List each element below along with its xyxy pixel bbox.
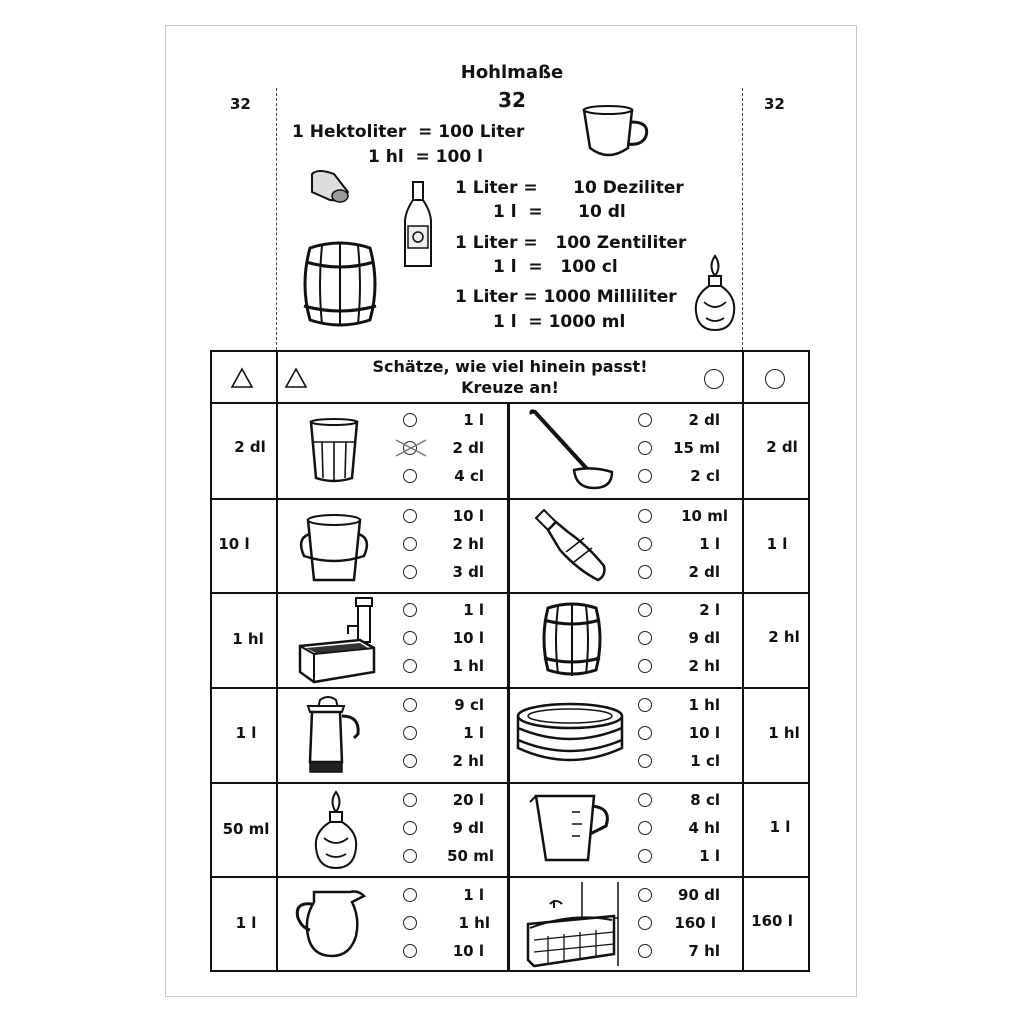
- instruction: [340, 356, 680, 398]
- option-circle[interactable]: [403, 754, 417, 768]
- option-label: 2 hl: [688, 657, 720, 675]
- conversion-zentiliter-short: 1 l = 100 cl: [493, 257, 618, 277]
- answer-left-row-5: 50 ml: [222, 820, 270, 838]
- option-circle[interactable]: [638, 698, 652, 712]
- table-row-divider: [210, 402, 810, 404]
- option-circle[interactable]: [638, 821, 652, 835]
- option-label: 7 hl: [688, 942, 720, 960]
- option-circle[interactable]: [638, 537, 652, 551]
- answer-left-row-1: 2 dl: [234, 438, 266, 456]
- option-label: 4 cl: [454, 467, 484, 485]
- option-circle[interactable]: [403, 603, 417, 617]
- page-title: Hohlmaße: [460, 62, 564, 83]
- option-label: 10 l: [452, 942, 484, 960]
- option-label: 1 l: [463, 724, 484, 742]
- option-circle[interactable]: [638, 509, 652, 523]
- drinking-glass-icon: [308, 418, 360, 484]
- option-circle[interactable]: [403, 888, 417, 902]
- bathtub-icon: [524, 880, 622, 970]
- triangle-symbol-answer: [230, 367, 254, 389]
- conversion-milliliter-long: 1 Liter = 1000 Milliliter: [455, 287, 677, 307]
- option-circle[interactable]: [403, 631, 417, 645]
- answer-left-row-2: 10 l: [218, 535, 250, 553]
- option-label: 1 hl: [458, 914, 490, 932]
- option-label: 50 ml: [447, 847, 494, 865]
- wooden-barrel-icon: [300, 240, 380, 330]
- option-circle[interactable]: [403, 821, 417, 835]
- option-label: 10 l: [452, 629, 484, 647]
- option-circle[interactable]: [403, 726, 417, 740]
- table-center-divider: [507, 402, 510, 972]
- option-label: 1 l: [463, 601, 484, 619]
- option-label: 2 hl: [452, 752, 484, 770]
- option-label: 15 ml: [673, 439, 720, 457]
- water-trough-icon: [296, 596, 378, 686]
- option-label: 4 hl: [688, 819, 720, 837]
- option-label: 8 cl: [690, 791, 720, 809]
- table-row-divider: [210, 498, 810, 500]
- option-label: 2 l: [699, 601, 720, 619]
- option-label: 1 l: [463, 886, 484, 904]
- conversion-hektoliter-short: 1 hl = 100 l: [368, 147, 483, 167]
- option-circle[interactable]: [403, 413, 417, 427]
- option-label: 1 hl: [688, 696, 720, 714]
- option-label: 1 l: [699, 535, 720, 553]
- instruction-line-2: Kreuze an!: [461, 378, 559, 397]
- cut-line-right: [742, 88, 743, 350]
- option-circle[interactable]: [638, 469, 652, 483]
- cup-icon: [580, 104, 656, 164]
- page-number-right: 32: [764, 95, 785, 113]
- option-circle[interactable]: [638, 888, 652, 902]
- answer-left-row-6: 1 l: [235, 914, 257, 932]
- conversion-hektoliter-long: 1 Hektoliter = 100 Liter: [292, 122, 525, 142]
- option-label: 1 l: [463, 411, 484, 429]
- instruction-line-1: Schätze, wie viel hinein passt!: [372, 357, 648, 376]
- option-label: 9 dl: [688, 629, 720, 647]
- option-label: 2 hl: [452, 535, 484, 553]
- option-circle[interactable]: [638, 849, 652, 863]
- conversion-zentiliter-long: 1 Liter = 100 Zentiliter: [455, 233, 687, 253]
- option-circle[interactable]: [403, 659, 417, 673]
- answer-right-row-4: 1 hl: [768, 724, 800, 742]
- answer-right-row-5: 1 l: [769, 818, 791, 836]
- option-label: 1 cl: [690, 752, 720, 770]
- table-row-divider: [210, 782, 810, 784]
- wine-bottle-icon: [402, 180, 434, 270]
- cross-mark-icon: [394, 436, 428, 460]
- table-row-divider: [210, 592, 810, 594]
- option-label: 9 dl: [452, 819, 484, 837]
- option-label: 20 l: [452, 791, 484, 809]
- option-circle[interactable]: [403, 944, 417, 958]
- option-label: 2 dl: [688, 563, 720, 581]
- option-circle[interactable]: [403, 469, 417, 483]
- thermos-jug-icon: [304, 694, 364, 776]
- conversion-deziliter-long: 1 Liter = 10 Deziliter: [455, 178, 684, 198]
- page-number-left: 32: [230, 95, 251, 113]
- thimble-icon: [304, 166, 354, 206]
- option-label: 10 ml: [681, 507, 728, 525]
- answer-right-row-2: 1 l: [766, 535, 788, 553]
- option-circle[interactable]: [638, 631, 652, 645]
- option-label: 2 dl: [452, 439, 484, 457]
- perfume-decanter-icon: [692, 252, 738, 334]
- option-circle[interactable]: [638, 726, 652, 740]
- option-label: 2 cl: [690, 467, 720, 485]
- bucket-icon: [300, 510, 368, 584]
- option-circle[interactable]: [638, 754, 652, 768]
- answer-left-row-4: 1 l: [235, 724, 257, 742]
- barrel-icon: [540, 602, 604, 676]
- option-circle[interactable]: [638, 659, 652, 673]
- option-circle[interactable]: [638, 603, 652, 617]
- option-circle[interactable]: [638, 413, 652, 427]
- paddling-pool-icon: [514, 700, 626, 770]
- option-circle[interactable]: [403, 698, 417, 712]
- ladle-icon: [526, 408, 616, 492]
- option-circle[interactable]: [403, 916, 417, 930]
- option-circle[interactable]: [403, 849, 417, 863]
- option-label: 1 l: [699, 847, 720, 865]
- option-label: 1 hl: [452, 657, 484, 675]
- table-row-divider: [210, 687, 810, 689]
- option-label: 2 dl: [688, 411, 720, 429]
- option-circle[interactable]: [638, 441, 652, 455]
- answer-right-row-3: 2 hl: [768, 628, 800, 646]
- page-subtitle: 32: [498, 88, 526, 112]
- option-label: 90 dl: [678, 886, 720, 904]
- table-column-divider: [742, 350, 744, 972]
- triangle-symbol-exercise: [284, 367, 308, 389]
- answer-right-row-1: 2 dl: [766, 438, 798, 456]
- option-circle[interactable]: [403, 565, 417, 579]
- answer-left-row-3: 1 hl: [232, 630, 264, 648]
- option-circle[interactable]: [638, 916, 652, 930]
- option-circle[interactable]: [403, 537, 417, 551]
- option-label: 10 l: [452, 507, 484, 525]
- option-label: 3 dl: [452, 563, 484, 581]
- bottle-icon: [530, 508, 610, 584]
- option-circle[interactable]: [638, 565, 652, 579]
- option-label: 9 cl: [454, 696, 484, 714]
- option-label: 10 l: [688, 724, 720, 742]
- option-circle[interactable]: [403, 509, 417, 523]
- measuring-jug-icon: [532, 792, 614, 866]
- conversion-milliliter-short: 1 l = 1000 ml: [493, 312, 626, 332]
- pitcher-icon: [294, 888, 368, 960]
- cut-line-left: [276, 88, 277, 350]
- table-row-divider: [210, 876, 810, 878]
- perfume-flask-icon: [312, 788, 360, 872]
- conversion-deziliter-short: 1 l = 10 dl: [493, 202, 626, 222]
- option-label: 160 l: [674, 914, 716, 932]
- circle-symbol-exercise: [704, 369, 724, 389]
- option-circle[interactable]: [638, 793, 652, 807]
- answer-right-row-6: 160 l: [751, 912, 793, 930]
- option-circle[interactable]: [638, 944, 652, 958]
- circle-symbol-answer: [765, 369, 785, 389]
- option-circle[interactable]: [403, 793, 417, 807]
